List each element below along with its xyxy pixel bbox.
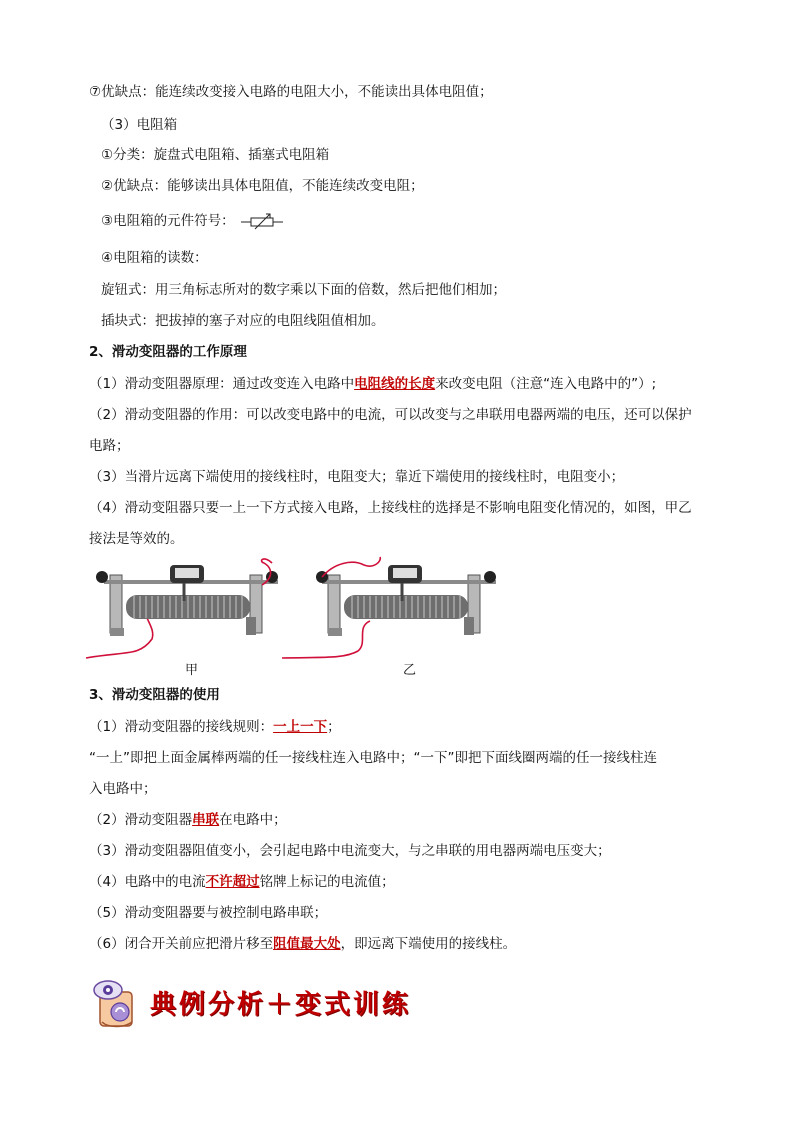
section-2-p1-post: 来改变电阻（注意“连入电路中的”）;: [435, 376, 657, 392]
item-1-classification: ①分类：旋盘式电阻箱、插塞式电阻箱: [101, 147, 330, 163]
section-2-p1-pre: （1）滑动变阻器原理：通过改变连入电路中: [89, 376, 355, 392]
section-3-p2-highlight: 串联: [192, 812, 220, 828]
section-2-p2-line2: 电路；: [89, 438, 130, 454]
item-3-label: ③电阻箱的元件符号：: [101, 213, 235, 229]
section-3-p6: [89, 934, 516, 954]
banner-title: 典例分析＋变式训练: [150, 990, 412, 1020]
section-3-p1b-line2: 入电路中；: [89, 781, 157, 797]
section-3-p6-pre: （6）闭合开关前应把滑片移至: [89, 936, 274, 952]
section-3-p4-highlight: 不许超过: [205, 874, 260, 890]
item-7-pros-cons: ⑦优缺点：能连续改变接入电路的电阻大小，不能读出具体电阻值；: [89, 84, 493, 100]
scroll-eye-icon: [90, 978, 146, 1028]
section-3-p2-pre: （2）滑动变阻器: [89, 812, 193, 828]
section-3-p1-pre: （1）滑动变阻器的接线规则：: [89, 719, 274, 735]
knob-type-reading: 旋钮式：用三角标志所对的数字乘以下面的倍数，然后把他们相加；: [101, 282, 506, 298]
section-3-p6-highlight: 阻值最大处: [273, 936, 341, 952]
section-2-p2-line1: （2）滑动变阻器的作用：可以改变电路中的电流，可以改变与之串联用电器两端的电压，还可以保护: [89, 407, 692, 423]
item-4-reading: ④电阻箱的读数：: [101, 250, 208, 266]
caption-jia: 甲: [185, 663, 199, 678]
section-3-p3: （3）滑动变阻器阻值变小，会引起电路中电流变大，与之串联的用电器两端电压变大；: [89, 843, 611, 859]
section-3-p6-post: ，即远离下端使用的接线柱。: [340, 936, 517, 952]
item-2-pros-cons: ②优缺点：能够读出具体电阻值，不能连续改变电阻；: [101, 178, 424, 194]
section-3-p5: （5）滑动变阻器要与被控制电路串联；: [89, 905, 328, 921]
section-2-p3: （3）当滑片远离下端使用的接线柱时，电阻变大；靠近下端使用的接线柱时，电阻变小；: [89, 469, 625, 485]
resistance-box-heading: （3）电阻箱: [101, 117, 178, 133]
section-3-title: 3、滑动变阻器的使用: [89, 687, 220, 703]
section-3-p4-pre: （4）电路中的电流: [89, 874, 206, 890]
section-2-p1: [89, 374, 656, 394]
section-2-p4-line2: 接法是等效的。: [89, 531, 184, 547]
section-3-p1-highlight: 一上一下: [273, 719, 328, 735]
rheostat-image-right: [282, 555, 512, 663]
caption-yi: 乙: [403, 663, 417, 678]
item-3-symbol: [101, 211, 283, 231]
section-3-p4: [89, 872, 395, 892]
section-3-p2-post: 在电路中；: [219, 812, 287, 828]
section-3-p1b-line1: “一上”即把上面金属棒两端的任一接线柱连入电路中；“一下”即把下面线圈两端的任一接线柱连: [89, 750, 657, 766]
section-3-p4-post: 铭牌上标记的电流值；: [259, 874, 395, 890]
section-2-title: 2、滑动变阻器的工作原理: [89, 344, 247, 360]
section-2-p4-line1: （4）滑动变阻器只要一上一下方式接入电路，上接线柱的选择是不影响电阻变化情况的，如图，甲乙: [89, 500, 692, 516]
section-2-p1-highlight: 电阻线的长度: [354, 376, 436, 392]
plug-type-reading: 插块式：把拔掉的塞子对应的电阻线阻值相加。: [101, 313, 385, 329]
section-3-p1: [89, 717, 341, 737]
resistance-box-symbol-icon: [241, 212, 283, 230]
examples-banner: [90, 978, 430, 1028]
section-3-p1-post: ；: [327, 719, 341, 735]
rheostat-image-left: [84, 555, 294, 663]
section-3-p2: [89, 810, 287, 830]
